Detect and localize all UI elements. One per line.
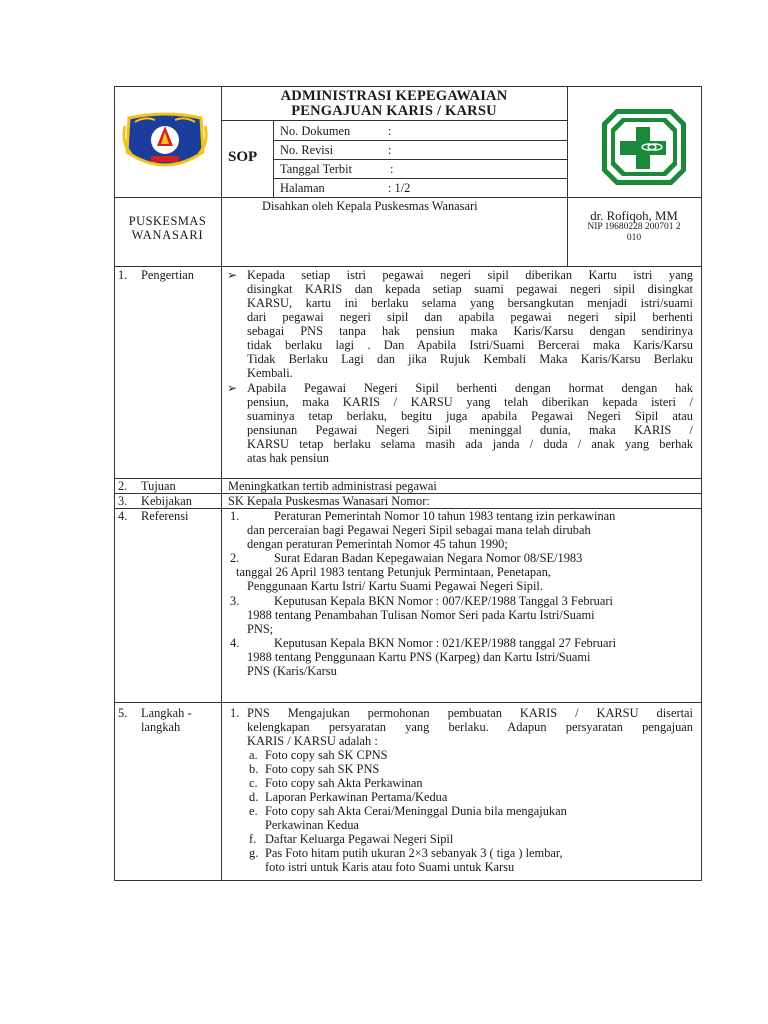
regency-logo bbox=[121, 112, 209, 174]
list-item-line: Peraturan Pemerintah Nomor 10 tahun 1983 tentang izin perkawinan bbox=[274, 509, 616, 523]
list-item-line: 1988 tentang Penambahan Tulisan Nomor Seri pada Kartu Istri/Suami bbox=[247, 608, 595, 622]
document-title-line-2: PENGAJUAN KARIS / KARSU bbox=[291, 103, 497, 119]
step-line: PNS Mengajukan permohonan pembuatan KARIS / KARSU disertai bbox=[247, 706, 693, 720]
text-line: dari pegawai negeri sipil dan apabila pegawai negeri sipil berhenti bbox=[247, 310, 693, 324]
list-item: Foto copy sah Akta Cerai/Meninggal Dunia bila mengajukan bbox=[265, 804, 567, 818]
arrow-bullet-icon: ➢ bbox=[227, 268, 238, 282]
text-line: suaminya tetap berlaku, begitu juga apabila Pegawai Negeri Sipil atau bbox=[247, 409, 693, 423]
text-line: pensiunan Pegawai Negeri Sipil meninggal dunia, maka KARIS / bbox=[247, 423, 693, 437]
list-item-number: 4. bbox=[230, 636, 240, 650]
section-1-number: 1. bbox=[118, 268, 128, 282]
section-4-label: Referensi bbox=[141, 509, 189, 523]
text-line: Tidak Berlaku Lagi dan jika Rujuk Kembali Maka Karis/Karsu Berlaku bbox=[247, 352, 693, 366]
list-item-number: 3. bbox=[230, 594, 240, 608]
section-2-number: 2. bbox=[118, 479, 128, 493]
list-item: foto istri untuk Karis atau foto Suami untuk Karsu bbox=[265, 860, 515, 874]
list-item-line: Surat Edaran Badan Kepegawaian Negara Nomor 08/SE/1983 bbox=[274, 551, 583, 565]
list-item-line: PNS (Karis/Karsu bbox=[247, 664, 337, 678]
list-item-letter: f. bbox=[249, 832, 257, 846]
list-item: Foto copy sah SK CPNS bbox=[265, 748, 388, 762]
list-item-letter: c. bbox=[249, 776, 258, 790]
list-item-number: 2. bbox=[230, 551, 240, 565]
table-border-top bbox=[114, 86, 702, 87]
text-line: disingkat KARIS dan kepada setiap suami pegawai negeri sipil disingkat bbox=[247, 282, 693, 296]
signer-nip-line-1: NIP 19680228 200701 2 bbox=[587, 222, 681, 232]
header-bottom-line bbox=[114, 197, 702, 198]
org-name-line-1: PUSKESMAS bbox=[128, 214, 207, 228]
section-3-text: SK Kepala Puskesmas Wanasari Nomor: bbox=[228, 494, 430, 508]
text-line: KARSU tetap berlaku selama masih ada janda / duda / anak yang berhak bbox=[247, 437, 693, 451]
meta-row-1-line bbox=[273, 140, 567, 141]
list-item-line: tanggal 26 April 1983 tentang Petunjuk Permintaan, Penetapan, bbox=[236, 565, 551, 579]
header-end-line bbox=[114, 266, 702, 267]
section-2-text: Meningkatkan tertib administrasi pegawai bbox=[228, 479, 437, 493]
list-item-line: 1988 tentang Penggunaan Kartu PNS (Karpeg) dan Kartu Istri/Suami bbox=[247, 650, 591, 664]
text-line: atas hak pensiun bbox=[247, 451, 329, 465]
list-item-number: 1. bbox=[230, 509, 240, 523]
meta-label-tanggal: Tanggal Terbit bbox=[280, 162, 353, 176]
meta-value-halaman: : 1/2 bbox=[388, 181, 411, 195]
meta-label-revisi: No. Revisi bbox=[280, 143, 334, 157]
list-item-letter: b. bbox=[249, 762, 259, 776]
step-line: kelengkapan persyaratan yang berlaku. Adapun persyaratan pengajuan bbox=[247, 720, 693, 734]
meta-label-dokumen: No. Dokumen bbox=[280, 124, 351, 138]
text-line: pensiun, maka KARIS / KARSU yang telah diberikan kepada isteri / bbox=[247, 395, 693, 409]
text-line: KARSU, kartu ini berlaku selama yang bersangkutan menjadi istri/suami bbox=[247, 296, 693, 310]
text-line: tidak berlaku lagi . Dan Apabila Istri/Suami Bercerai maka Karis/Karsu bbox=[247, 338, 693, 352]
row-line-4 bbox=[114, 702, 702, 703]
list-item: Foto copy sah SK PNS bbox=[265, 762, 380, 776]
section-2-label: Tujuan bbox=[141, 479, 176, 493]
list-item-line: Keputusan Kepala BKN Nomor : 021/KEP/1988 tanggal 27 Februari bbox=[274, 636, 617, 650]
meta-row-2-line bbox=[273, 159, 567, 160]
signer-name: dr. Rofiqoh, MM bbox=[590, 209, 678, 223]
section-4-number: 4. bbox=[118, 509, 128, 523]
table-border-bottom bbox=[114, 880, 702, 881]
list-item-letter: e. bbox=[249, 804, 258, 818]
body-column-divider bbox=[221, 266, 222, 880]
section-5-label-line-1: Langkah - bbox=[141, 706, 192, 720]
list-item-line: Penggunaan Kartu Istri/ Kartu Suami Pegawai Negeri Sipil. bbox=[247, 579, 543, 593]
list-item: Perkawinan Kedua bbox=[265, 818, 359, 832]
section-3-label: Kebijakan bbox=[141, 494, 192, 508]
table-border-right bbox=[701, 86, 702, 880]
list-item: Laporan Perkawinan Pertama/Kedua bbox=[265, 790, 448, 804]
meta-value-revisi: : bbox=[388, 143, 392, 157]
step-number: 1. bbox=[230, 706, 240, 720]
list-item-line: PNS; bbox=[247, 622, 274, 636]
org-name-line-2: WANASARI bbox=[131, 228, 204, 242]
list-item-letter: a. bbox=[249, 748, 258, 762]
meta-label-halaman: Halaman bbox=[280, 181, 325, 195]
table-border-left bbox=[114, 86, 115, 880]
sop-label: SOP bbox=[228, 149, 258, 165]
list-item-line: dan perceraian bagi Pegawai Negeri Sipil sebagai mana telah dirubah bbox=[247, 523, 591, 537]
text-line: sebagai PNS tanpa hak pensiun maka Karis/Karsu dengan sendirinya bbox=[247, 324, 693, 338]
section-5-number: 5. bbox=[118, 706, 128, 720]
signer-nip-line-2: 010 bbox=[626, 233, 642, 243]
list-item: Daftar Keluarga Pegawai Negeri Sipil bbox=[265, 832, 454, 846]
meta-row-3-line bbox=[273, 178, 567, 179]
list-item: Pas Foto hitam putih ukuran 2×3 sebanyak 3 ( tiga ) lembar, bbox=[265, 846, 563, 860]
section-1-label: Pengertian bbox=[141, 268, 194, 282]
section-3-number: 3. bbox=[118, 494, 128, 508]
meta-value-tanggal: : bbox=[390, 162, 394, 176]
text-line: Kepada setiap istri pegawai negeri sipil diberikan Kartu istri yang bbox=[247, 268, 693, 282]
puskesmas-logo bbox=[600, 107, 688, 187]
document-title-line-1: ADMINISTRASI KEPEGAWAIAN bbox=[280, 88, 508, 104]
list-item: Foto copy sah Akta Perkawinan bbox=[265, 776, 423, 790]
step-line: KARIS / KARSU adalah : bbox=[247, 734, 378, 748]
list-item-letter: d. bbox=[249, 790, 259, 804]
list-item-letter: g. bbox=[249, 846, 259, 860]
meta-value-dokumen: : bbox=[388, 124, 392, 138]
arrow-bullet-icon: ➢ bbox=[227, 381, 238, 395]
text-line: Apabila Pegawai Negeri Sipil berhenti dengan hormat dengan hak bbox=[247, 381, 693, 395]
text-line: Kembali. bbox=[247, 366, 293, 380]
section-5-label-line-2: langkah bbox=[141, 720, 181, 734]
list-item-line: dengan peraturan Pemerintah Nomor 45 tahun 1990; bbox=[247, 537, 508, 551]
approval-text: Disahkan oleh Kepala Puskesmas Wanasari bbox=[262, 199, 478, 213]
list-item-line: Keputusan Kepala BKN Nomor : 007/KEP/1988 Tanggal 3 Februari bbox=[274, 594, 613, 608]
